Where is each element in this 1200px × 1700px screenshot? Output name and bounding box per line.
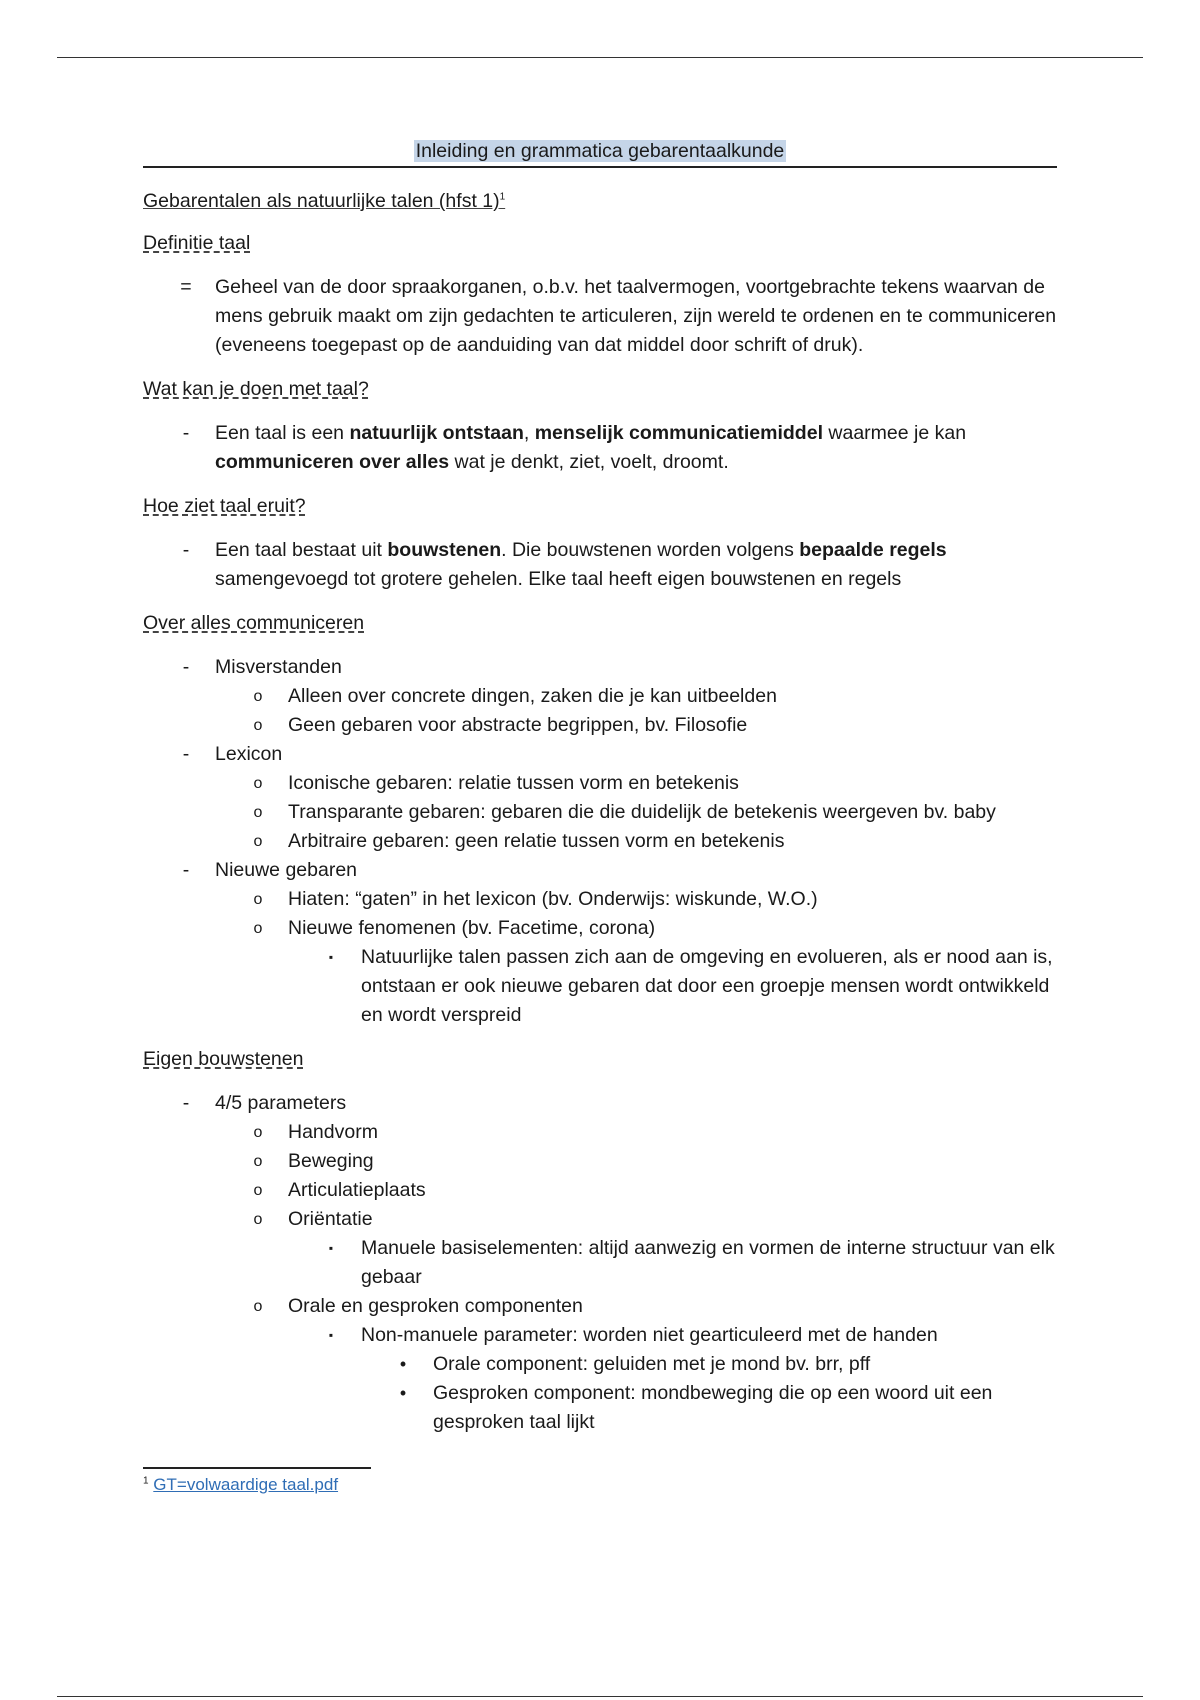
list-item: - Een taal is een natuurlijk ontstaan, menselijk communicatiemiddel waarmee je kan communiceren over alles wat je denkt, ziet, voelt, droomt. [143, 419, 1057, 477]
circle-marker: o [253, 1153, 263, 1170]
circle-marker: o [253, 775, 263, 792]
list-item: o Handvorm [143, 1118, 1057, 1147]
circle-marker: o [253, 920, 263, 937]
section-heading-row [143, 189, 1057, 213]
list-item: ▪ Natuurlijke talen passen zich aan de omgeving en evolueren, als er nood aan is, ontstaan er ook nieuwe gebaren dat door een groepje mensen wordt ontwikkeld en wordt verspreid [143, 943, 1057, 1030]
heading-over: Over alles communiceren [143, 612, 365, 634]
dash-marker: - [182, 743, 190, 765]
circle-marker: o [253, 804, 263, 821]
list-item: o Orale en gesproken componenten [143, 1292, 1057, 1321]
heading-over-row [143, 611, 1057, 635]
circle-marker: o [253, 1182, 263, 1199]
list-item: o Oriëntatie [143, 1205, 1057, 1234]
circle-marker: o [253, 717, 263, 734]
footnote-link[interactable]: GT=volwaardige taal.pdf [153, 1475, 339, 1494]
list-item: o Iconische gebaren: relatie tussen vorm en betekenis [143, 769, 1057, 798]
title-bar [143, 140, 1057, 168]
list-item: - Een taal bestaat uit bouwstenen. Die bouwstenen worden volgens bepaalde regels samengevoegd tot grotere gehelen. Elke taal heeft eigen bouwstenen en regels [143, 536, 1057, 594]
footnote-number: 1 [143, 1475, 149, 1487]
circle-marker: o [253, 1124, 263, 1141]
footnote-reference[interactable]: 1 [499, 191, 506, 203]
list-item: o Hiaten: “gaten” in het lexicon (bv. Onderwijs: wiskunde, W.O.) [143, 885, 1057, 914]
square-marker: ▪ [328, 1328, 334, 1342]
dash-marker: - [182, 656, 190, 678]
document-body [143, 140, 1057, 1495]
definition-text: Geheel van de door spraakorganen, o.b.v. het taalvermogen, voortgebrachte tekens waarvan de mens gebruik maakt om zijn gedachten te articuleren, zijn wereld te ordenen en te communiceren (eveneens toegepast op de aanduiding van dat middel door schrift of druk). [215, 276, 1057, 356]
list-item: • Orale component: geluiden met je mond bv. brr, pff [143, 1350, 1057, 1379]
page-bottom-rule [57, 1696, 1143, 1697]
section-heading: Gebarentalen als natuurlijke talen (hfst 1)$^1$ [143, 190, 506, 212]
bullet-marker: • [399, 1354, 407, 1374]
heading-definitie-row [143, 231, 1057, 255]
equals-marker: = [180, 276, 192, 298]
list-item: o Alleen over concrete dingen, zaken die je kan uitbeelden [143, 682, 1057, 711]
square-marker: ▪ [328, 1241, 334, 1255]
list-item: • Gesproken component: mondbeweging die op een woord uit een gesproken taal lijkt [143, 1379, 1057, 1437]
heading-eigen-row [143, 1047, 1057, 1071]
definition-item [143, 273, 1057, 360]
square-marker: ▪ [328, 950, 334, 964]
list-item: - Misverstanden [143, 653, 1057, 682]
list-item: ▪ Manuele basiselementen: altijd aanwezig en vormen de interne structuur van elk gebaar [143, 1234, 1057, 1292]
list-item: o Transparante gebaren: gebaren die die duidelijk de betekenis weergeven bv. baby [143, 798, 1057, 827]
circle-marker: o [253, 891, 263, 908]
bullet-marker: • [399, 1383, 407, 1403]
circle-marker: o [253, 833, 263, 850]
footnote [143, 1475, 1057, 1495]
dash-marker: - [182, 1092, 190, 1114]
footnote-separator [143, 1467, 371, 1469]
list-item: o Arbitraire gebaren: geen relatie tussen vorm en betekenis [143, 827, 1057, 856]
list-item: o Articulatieplaats [143, 1176, 1057, 1205]
heading-wat: Wat kan je doen met taal? [143, 378, 369, 400]
circle-marker: o [253, 1211, 263, 1228]
dash-marker: - [182, 859, 190, 881]
list-item: o Beweging [143, 1147, 1057, 1176]
heading-hoe-row [143, 494, 1057, 518]
list-item: - 4/5 parameters [143, 1089, 1057, 1118]
list-item: o Nieuwe fenomenen (bv. Facetime, corona) [143, 914, 1057, 943]
heading-eigen: Eigen bouwstenen [143, 1048, 304, 1070]
dash-marker: - [182, 539, 190, 561]
list-item: - Lexicon [143, 740, 1057, 769]
list-item: o Geen gebaren voor abstracte begrippen, bv. Filosofie [143, 711, 1057, 740]
circle-marker: o [253, 688, 263, 705]
list-item: - Nieuwe gebaren [143, 856, 1057, 885]
circle-marker: o [253, 1298, 263, 1315]
list-item: ▪ Non-manuele parameter: worden niet gearticuleerd met de handen [143, 1321, 1057, 1350]
dash-marker: - [182, 422, 190, 444]
heading-definitie: Definitie taal [143, 232, 251, 254]
page-top-rule [57, 57, 1143, 58]
heading-wat-row [143, 377, 1057, 401]
heading-hoe: Hoe ziet taal eruit? [143, 495, 306, 517]
document-title: Inleiding en grammatica gebarentaalkunde [415, 140, 785, 162]
